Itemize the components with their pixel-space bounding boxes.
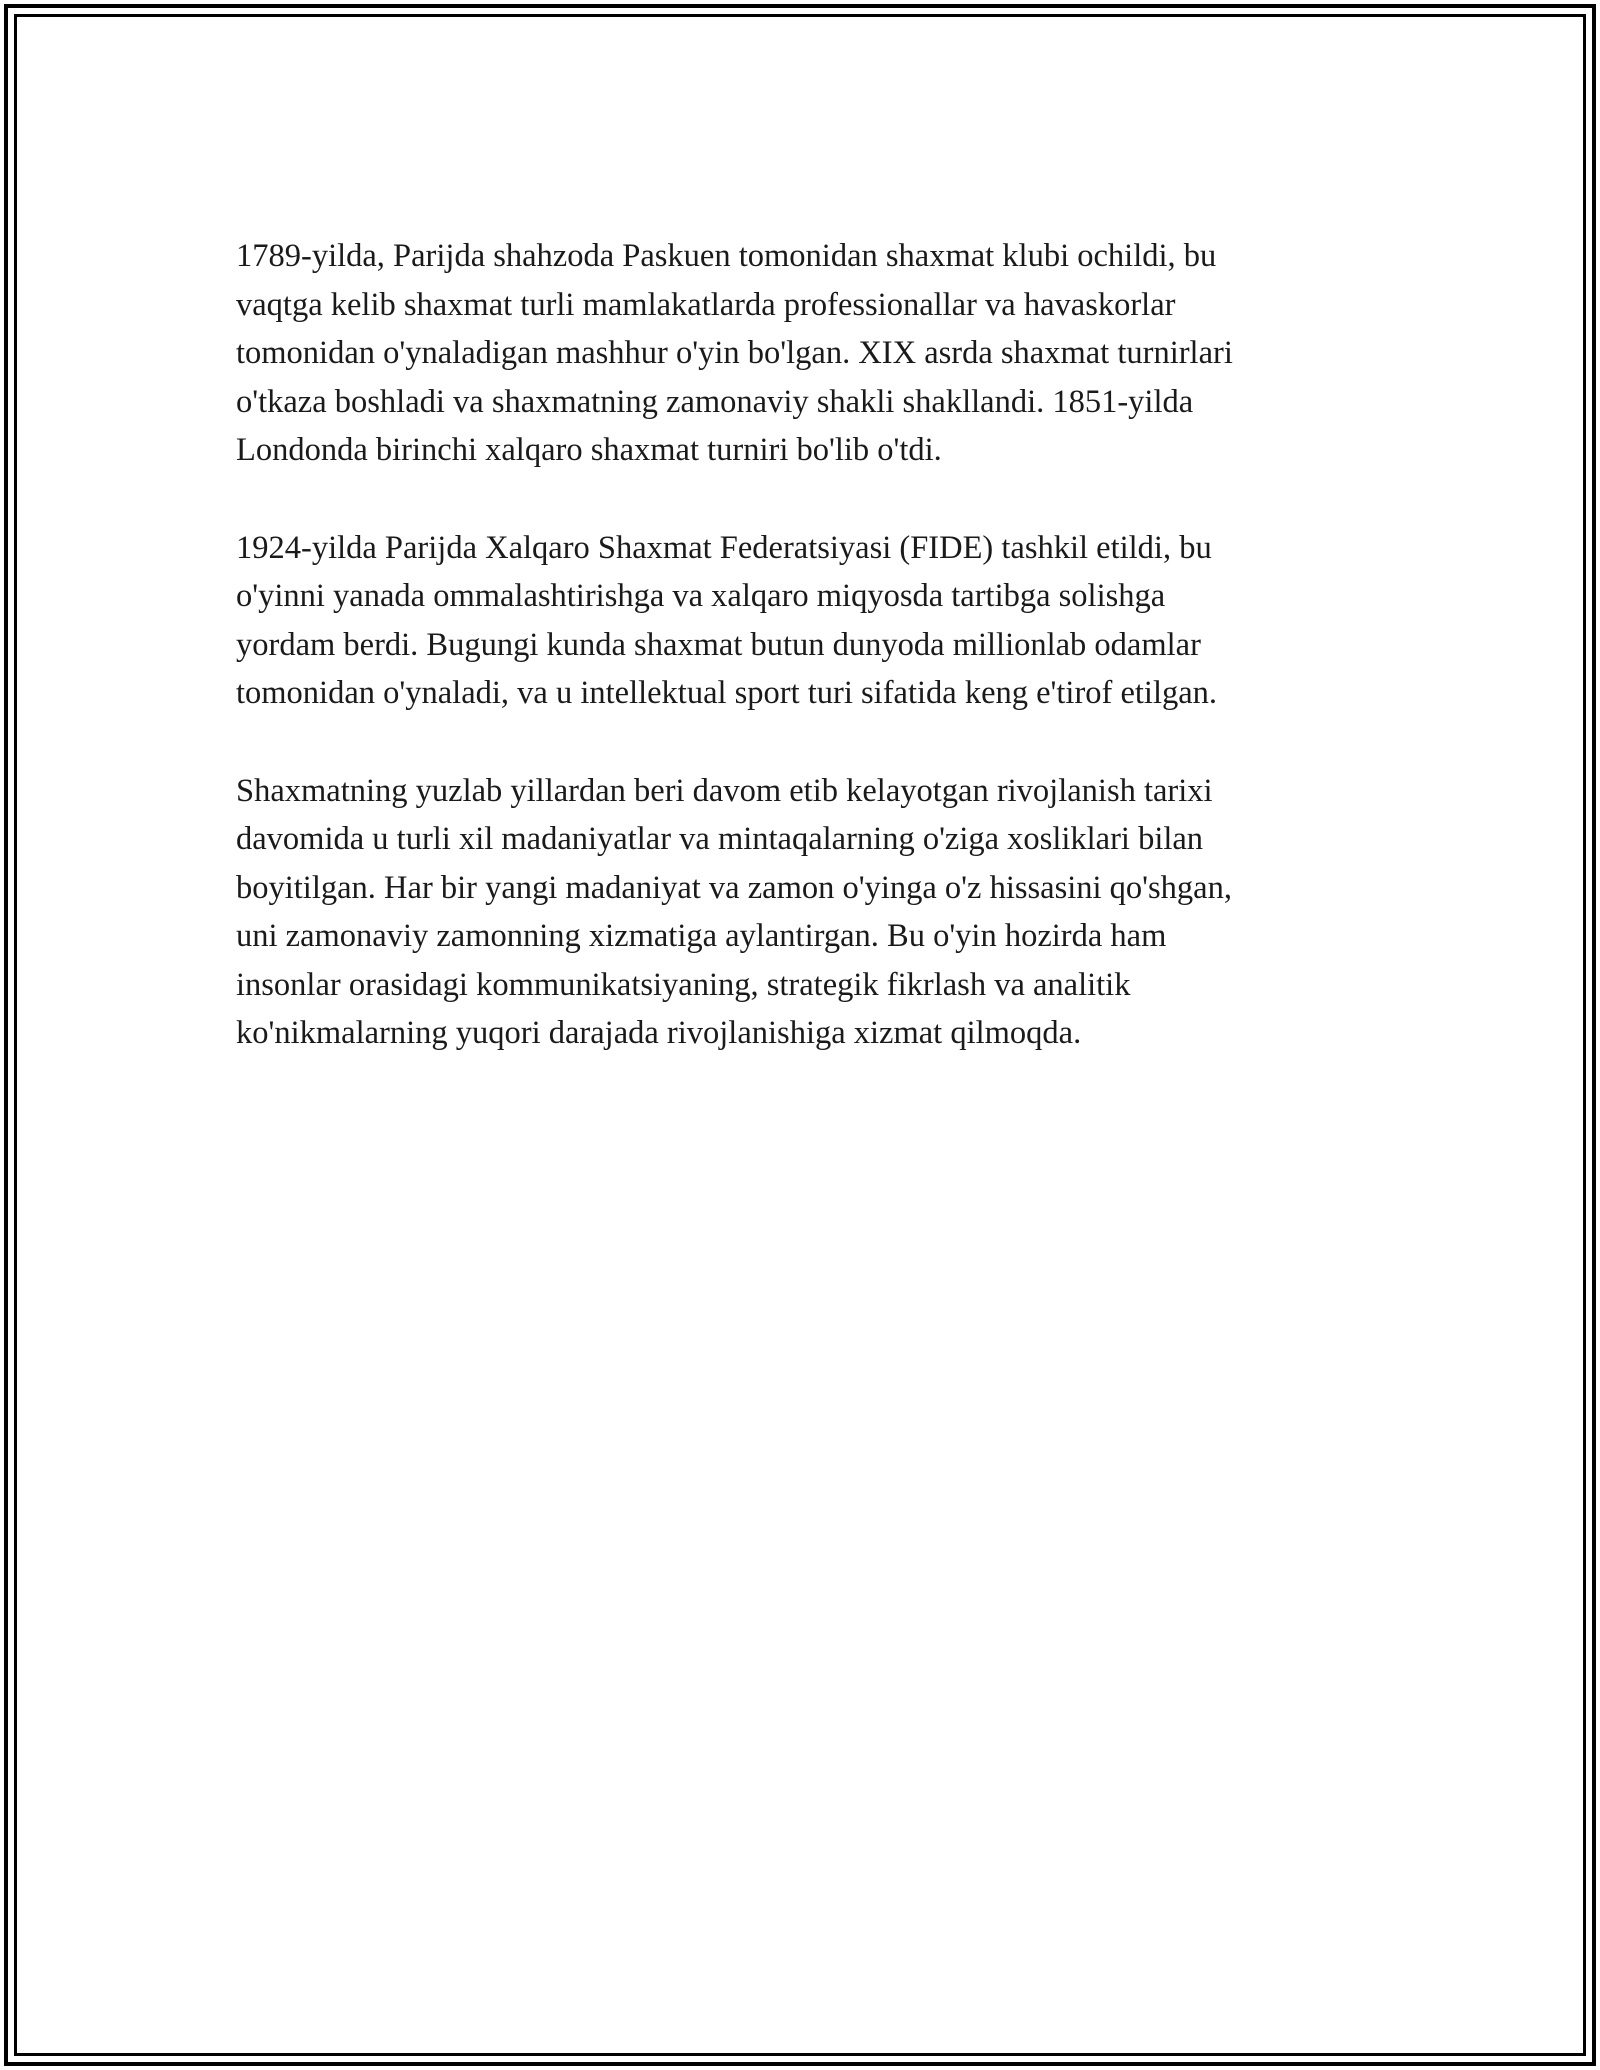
paragraph-line: insonlar orasidagi kommunikatsiyaning, strategik fikrlash va analitik [236, 966, 1131, 1003]
paragraph-line: davomida u turli xil madaniyatlar va mintaqalarning o'ziga xosliklari bilan [236, 821, 1204, 857]
paragraph-1 [236, 232, 1376, 475]
document-body [236, 232, 1376, 1107]
paragraph-line: tomonidan o'ynaladi, va u intellektual sport turi sifatida keng e'tirof etilgan. [236, 675, 1218, 711]
paragraph-line: o'tkaza boshladi va shaxmatning zamonaviy shakli shakllandi. 1851-yilda [236, 383, 1194, 420]
paragraph-line: boyitilgan. Har bir yangi madaniyat va zamon o'yinga o'z hissasini qo'shgan, [236, 869, 1232, 906]
paragraph-2 [236, 524, 1376, 718]
paragraph-line: o'yinni yanada ommalashtirishga va xalqaro miqyosda tartibga solishga [236, 578, 1166, 614]
paragraph-line: 1789-yilda, Parijda shahzoda Paskuen tomonidan shaxmat klubi ochildi, bu [236, 238, 1217, 274]
paragraph-line: uni zamonaviy zamonning xizmatiga aylantirgan. Bu o'yin hozirda ham [236, 918, 1167, 954]
paragraph-line: tomonidan o'ynaladigan mashhur o'yin bo'lgan. XIX asrda shaxmat turnirlari [236, 335, 1233, 371]
paragraph-line: yordam berdi. Bugungi kunda shaxmat butun dunyoda millionlab odamlar [236, 626, 1201, 663]
paragraph-line: Londonda birinchi xalqaro shaxmat turniri bo'lib o'tdi. [236, 432, 942, 468]
paragraph-3 [236, 767, 1376, 1058]
paragraph-line: vaqtga kelib shaxmat turli mamlakatlarda professionallar va havaskorlar [236, 286, 1176, 323]
paragraph-line: Shaxmatning yuzlab yillardan beri davom etib kelayotgan rivojlanish tarixi [236, 772, 1213, 809]
paragraph-line: 1924-yilda Parijda Xalqaro Shaxmat Federatsiyasi (FIDE) tashkil etildi, bu [236, 529, 1212, 566]
paragraph-line: ko'nikmalarning yuqori darajada rivojlanishiga xizmat qilmoqda. [236, 1015, 1082, 1051]
